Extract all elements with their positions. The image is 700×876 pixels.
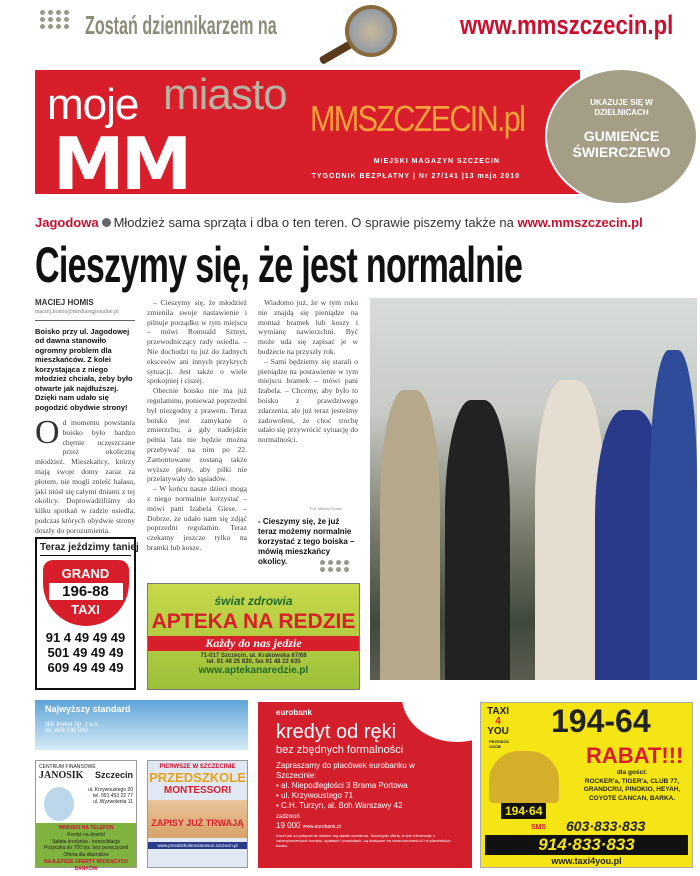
bullet-icon — [102, 218, 111, 227]
logo-text: YOU — [487, 726, 509, 737]
paragraph: – Sami będziemy się starali o pieniądze na postawienie w tym miejscu bramek – mówi pani Izabela. – Chcemy, aby było to boisko z prawdziwego zdarzenia, ale już teraz jesteśmy zadowoleni, że choć trochę udało się przywrócić sytuację do normalności. — [258, 356, 358, 445]
logo-text: TAXI — [487, 706, 510, 717]
apteka-ad[interactable] — [147, 583, 360, 690]
ad-url[interactable]: www.taxi4you.pl — [551, 856, 622, 866]
ad-line: WNIOSKI NA TELEFON — [58, 825, 114, 831]
ad-phone: tel. 609 130 040 — [45, 728, 89, 734]
ad-phone: tel. 91 48 25 830, fax 91 48 22 635 — [206, 659, 301, 665]
ad-phone: 19 000 — [276, 821, 301, 830]
branch: • C.H. Turzyn, al. Boh.Warszawy 42 — [276, 801, 403, 810]
ad-title: Teraz jeździmy taniej — [40, 542, 131, 556]
ad-title: Najwyższy standard — [45, 704, 131, 714]
paragraph: d momentu powstania boisko było bardzo chętnie uczęszczane przez okoliczną młodzież. Mieszkańcy, którzy mają swoje domy zaraz za płotem, nie mogli znieść hałasu, jaki niósł się całymi dniami z tej okolicy. Doprowadziliśmy do kilku spotkań w radzie osiedla, podczas których obydwie strony doszły do porozumienia. — [35, 418, 135, 535]
ad-brand: GRAND — [61, 566, 110, 581]
ad-company: I&K Invest Sp. z o.o. — [45, 722, 100, 728]
district-badge — [545, 68, 698, 205]
person-figure — [380, 390, 440, 680]
branch: • ul. Krzywoustego 71 — [276, 791, 354, 800]
call-label: zadzwoń — [276, 814, 300, 820]
ad-address: 71-017 Szczecin, ul. Krakowska 67/68 — [200, 653, 307, 659]
author-email[interactable]: maciej.homis@mediaregionalne.pl — [35, 308, 135, 321]
ad-clubs: ROCKER'a, TIGER'a, CLUB 77, GRANDCRU, PINOKIO, HEYAH, COYOTE CANCAN, BARKA. — [583, 777, 681, 802]
sms-label: SMS — [531, 824, 547, 831]
ad-phone: 914·833·833 — [485, 835, 688, 855]
eurobank-logo: eurobank — [276, 708, 313, 717]
phone: 609 49 49 49 — [47, 660, 124, 675]
logo-text: 4 — [495, 716, 501, 727]
magazine-label: MIEJSKI MAGAZYN SZCZECIN — [373, 158, 500, 165]
taxi-grand-ad[interactable] — [35, 537, 139, 690]
person-figure — [650, 350, 697, 680]
ad-subtitle: MONTESSORI — [163, 785, 232, 796]
address: ul. Wyzwolenia 11 — [93, 799, 133, 805]
mm-logo: MM — [53, 122, 189, 194]
ad-line: Pożyczka do 700 tys. bez poręczycieli — [43, 845, 129, 852]
promo-url-link[interactable]: www.mmszczecin.pl — [460, 10, 674, 40]
phone: tel. 091 453 22 77 — [92, 793, 133, 799]
ad-title: JANOSIK — [39, 770, 84, 781]
phone: 91 4 49 49 49 — [45, 630, 126, 645]
ad-badge: 194·64 — [501, 803, 546, 819]
ad-label: dla gości: — [616, 769, 648, 776]
ad-slogan: Każdy do nas jedzie — [148, 636, 359, 651]
ad-number: 196-88 — [49, 583, 123, 600]
ad-title: kredyt od ręki — [276, 721, 397, 743]
address: ul. Krzywoustego 20 — [87, 787, 133, 793]
article-lead: Boisko przy ul. Jagodowej od dawna stanowiło ogromny problem dla mieszkańców. Z kolei korzystająca z niego młodzież chciała, żeby było otwarte jak najdłuższej. Dzięki nam udało się pogodzić obydwie strony! — [35, 326, 133, 412]
photo-credit: Fot. Maciej Homis — [310, 506, 343, 511]
ad-city: Szczecin — [94, 770, 133, 780]
ad-label: CENTRUM FINANSOWE — [39, 764, 96, 770]
photo-caption: - Cieszymy się, że już teraz możemy normalnie korzystać z tego boiska – mówią mieszkańcy okolicy. — [258, 517, 355, 566]
paragraph: – Cieszymy się, że młodzież zmieniła swoje nastawienie i pilnuje porządku w tym miejscu – mówi Romuald Szmyt, przewodniczący rady osiedla. – Nie dochodzi tu już do żadnych ekscesów ani innych przykrych sytuacji. Jest także o wiele spokojniej i ciszej. — [147, 298, 247, 386]
taxi-driver-icon — [489, 751, 559, 803]
masthead-site: MMSZCZECIN.pl — [310, 98, 525, 139]
ad-footer: NAJLEPSZE OFERTY WIODĄCYCH BANKÓW — [44, 858, 128, 872]
ad-title: APTEKA NA REDZIE — [151, 610, 356, 633]
ad-url[interactable]: www.eurobank.pl — [302, 824, 341, 830]
district-2: ŚWIERCZEWO — [572, 144, 671, 160]
masthead — [35, 70, 580, 194]
ad-tagline: świat zdrowia — [214, 594, 293, 608]
invest-ad[interactable] — [35, 700, 248, 750]
dots-decoration-icon — [320, 560, 350, 572]
ad-label: PRZEWÓZ OSÓB — [489, 739, 509, 749]
district-badge-label: UKAZUJE SIĘ W DZIELNICACH — [590, 98, 653, 117]
article-column-2 — [147, 298, 247, 553]
author: MACIEJ HOMIS — [35, 298, 94, 307]
phone: 501 49 49 49 — [47, 645, 124, 660]
taxi4you-logo — [487, 707, 509, 737]
issue-info: TYGODNIK BEZPŁATNY | Nr 27/141 |13 maja 2010 — [311, 173, 520, 180]
janosik-mascot-icon — [44, 787, 74, 821]
headline: Cieszymy się, że jest normalnie — [35, 237, 523, 293]
subhead-tag: Jagodowa — [35, 215, 99, 230]
masthead-moje: moje — [47, 80, 139, 129]
magnifier-icon — [345, 5, 397, 57]
janosik-ad[interactable] — [35, 760, 137, 872]
ad-fine-print: Koszt jak za połączenie lokalne wg stawki operatora. Szczegóły oferty, w tym informacje o zabezpieczeniach kredytu, opłatach i prowizjach, są dostępne na www.eurobank.pl i w placówkach banku. — [276, 833, 451, 848]
subhead — [35, 215, 643, 230]
subhead-text: Młodzież sama sprząta i dba o ten teren. O sprawie piszemy także na — [113, 215, 514, 230]
ad-tagline: PIERWSZE W SZCZECINIE — [159, 764, 236, 770]
ad-title: PRZEDSZKOLE — [149, 770, 246, 785]
ad-promo: ZAPISY JUŻ TRWAJĄ — [148, 800, 247, 838]
article-column-3 — [258, 298, 358, 445]
ad-line: Kredyt na dowód — [67, 831, 105, 838]
ad-url[interactable]: www.aptekanaredzie.pl — [198, 665, 309, 676]
paragraph: Wiadomo już, że w tym roku nie znajdą się pieniądze na montaż bramek lub koszy i wymianę nawierzchni. Być może uda się zapisać je w budżecie na przyszły rok. — [258, 298, 358, 356]
paragraph: Obecnie boisko nie ma już regulaminu, ponieważ poprzedni był niezgodny z prawem. Teraz boisko jest zamykane o zmierzchu, a gdy nadejdzie pełnia lata nie będzie można przebywać na nim po 22. Zamontowane zostaną także wyższe płoty, aby piłki nie przelatywały do sąsiadów. — [147, 386, 247, 484]
ad-url[interactable]: www.przedszkolemontessori.szczecin.pl — [148, 842, 247, 849]
sms-number: 603·833·833 — [566, 818, 646, 834]
taxi-shield-logo — [43, 560, 129, 626]
ad-rabat: RABAT!!! — [586, 743, 684, 768]
eurobank-ad[interactable] — [258, 702, 472, 868]
person-figure — [445, 400, 510, 680]
ad-invite: Zapraszamy do placówek eurobanku w Szczecinie: — [276, 761, 415, 780]
article-photo — [370, 298, 697, 680]
ad-subtitle: bez zbędnych formalności — [276, 744, 404, 756]
masthead-miasto: miasto — [163, 70, 287, 119]
subhead-url[interactable]: www.mmszczecin.pl — [517, 215, 643, 230]
ad-taxi: TAXI — [71, 602, 100, 617]
ad-number: 194-64 — [551, 703, 651, 739]
dots-logo-icon — [40, 10, 70, 29]
promo-text: Zostań dziennikarzem na — [85, 10, 277, 40]
ad-line: Oferta dla dłużników — [63, 852, 109, 859]
district-1: GUMIEŃCE — [583, 128, 660, 144]
paragraph: – W końcu nasze dzieci mogą z niego normalnie korzystać – mówi pani Izabela Giese. – Dobrze, że udało nam się zdjąć poprzedni regulamin. Teraz czekamy jeszcze tylko na bramki lub kosze. — [147, 484, 247, 552]
taxi4you-ad[interactable] — [480, 702, 693, 868]
article-column-1 — [35, 298, 135, 536]
branch: • al. Niepodległości 3 Brama Portowa — [276, 781, 408, 790]
ad-addresses — [88, 787, 133, 805]
przedszkole-ad[interactable] — [147, 760, 248, 868]
ad-line: Spłata kredytów - konsolidacja — [52, 838, 120, 845]
drop-cap: O — [35, 414, 60, 452]
